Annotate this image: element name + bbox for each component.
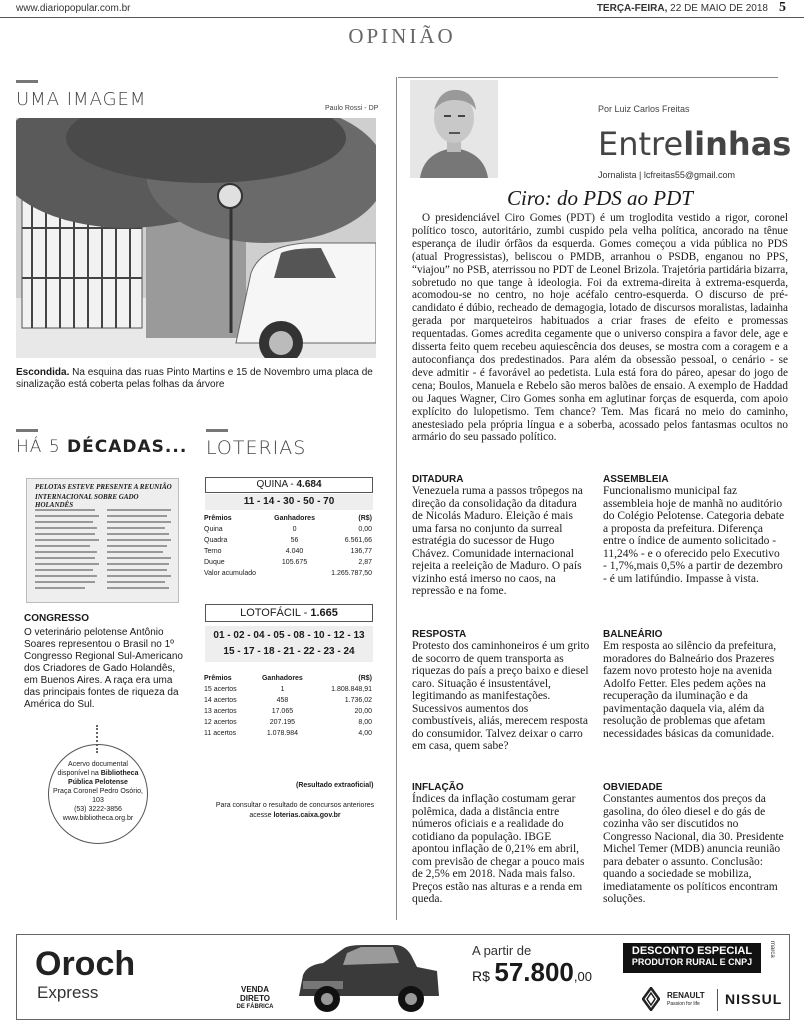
quina-table — [202, 513, 374, 579]
decadas-title — [16, 437, 187, 457]
newspaper-clipping — [26, 478, 179, 603]
note-title: BALNEÁRIO — [603, 629, 663, 640]
table-row: Quadra 56 6.561,66 — [204, 537, 372, 544]
clipping-text-line — [35, 581, 95, 583]
ad-discount-line2: PRODUTOR RURAL E CNPJ — [631, 957, 753, 967]
clipping-text-line — [107, 581, 165, 583]
columnist-contact: Jornalista | lcfreitas55@gmail.com — [598, 170, 736, 180]
issue-date — [597, 3, 768, 14]
lotofacil-label-box — [205, 604, 373, 622]
clipping-text-line — [107, 533, 169, 535]
clipping-text-line — [107, 575, 171, 577]
uma-imagem-title: UMA IMAGEM — [16, 89, 147, 110]
table-header: (R$) — [358, 675, 372, 682]
quina-label-box — [205, 477, 373, 493]
table-row: Duque 105.675 2,87 — [204, 559, 372, 566]
ad-discount-line1: DESCONTO ESPECIAL — [631, 945, 753, 957]
column-top-rule — [398, 77, 778, 78]
ad-divider — [717, 989, 718, 1011]
ad-truck-image — [293, 941, 443, 1019]
clipping-text-line — [35, 545, 90, 547]
ad-venda-direta: VENDA DIRETO DE FÁBRICA — [236, 985, 274, 1010]
consulta-note — [214, 801, 376, 821]
clipping-text-line — [35, 575, 97, 577]
note-text: Funcionalismo municipal faz assembleia hoje de manhã no auditório do Colégio Pelotense. Categoria debate a proposta da prefeitura. Diferença entre o índice de aumento solicitado - 11,24% - e o oferecido pelo Executivo - 1,7%,mais 0,5% a partir de dezembro - é um latifúndio. Impasse à vista. — [603, 485, 785, 585]
clipping-text-line — [107, 551, 163, 553]
columnist-portrait — [410, 80, 498, 178]
note-balneario — [603, 629, 785, 740]
clipping-text-line — [107, 545, 167, 547]
clipping-text-line — [107, 509, 171, 511]
street-photo-illustration — [16, 118, 376, 358]
table-row: Valor acumulado 1.265.787,50 — [204, 570, 372, 577]
table-row: 14 acertos 458 1.736,02 — [204, 697, 372, 704]
clipping-text-line — [35, 533, 95, 535]
clipping-text-line — [35, 527, 97, 529]
ad-discount-banner — [623, 943, 761, 973]
section-marker — [206, 429, 228, 432]
ad-model-sub: Express — [37, 983, 99, 1002]
note-inflacao — [412, 782, 590, 906]
byline: Por Luiz Carlos Freitas — [598, 104, 690, 114]
clipping-text-line — [35, 557, 95, 559]
table-row: 12 acertos 207.195 8,00 — [204, 719, 372, 726]
ad-price-value: 57.800 — [494, 957, 574, 987]
column-name — [598, 125, 791, 163]
note-obviedade — [603, 782, 785, 906]
clipping-text-line — [107, 569, 167, 571]
congresso-text: O veterinário pelotense Antônio Soares representou o Brasil no 1º Congresso Regional Sul-Americano dos Criadores de Gado Holandês, em Buenos Aires. A raça era uma das principais fontes de riqueza da América do Sul. — [24, 627, 183, 710]
table-row: Quina 0 0,00 — [204, 526, 372, 533]
section-marker — [16, 429, 38, 432]
caption-text: Na esquina das ruas Pinto Martins e 15 de Novembro uma placa de sinalização está coberta pelas folhas da árvore — [16, 367, 373, 390]
columnist-photo — [410, 80, 498, 178]
clipping-text-line — [35, 569, 93, 571]
section-marker — [16, 80, 38, 83]
column-name-light: Entre — [598, 125, 684, 163]
table-header: Prêmios — [204, 515, 232, 522]
decadas-title-bold: DÉCADAS... — [67, 437, 188, 457]
lotofacil-table — [202, 673, 374, 739]
table-header: Prêmios — [204, 675, 232, 682]
ad-dealer: NISSUL — [725, 991, 783, 1007]
table-row: 13 acertos 17.065 20,00 — [204, 708, 372, 715]
acervo-address: Praça Coronel Pedro Osório, 103 — [53, 788, 143, 804]
note-text: Índices da inflação costumam gerar polêmica, dada a distância entre números oficiais e a realidade do cotidiano da população. IBGE apontou inflação de 0,21% em abril, com previsão de chegar a pouco mais de 2,5% em 2018. Nada mais falso. Preços estão nas alturas e a renda em queda. — [412, 793, 585, 905]
quina-contest: 4.684 — [296, 479, 322, 490]
ad-currency: R$ — [472, 968, 490, 984]
table-header: Ganhadores — [261, 675, 303, 682]
clipping-headline-1: PELOTAS ESTEVE PRESENTE A REUNIÃO — [35, 483, 172, 491]
ad-brand: RENAULT — [667, 991, 705, 1000]
clipping-text-line — [35, 515, 99, 517]
clipping-text-line — [107, 557, 171, 559]
table-row: Terno 4.040 136,77 — [204, 548, 372, 555]
acervo-website[interactable]: www.bibliotheca.org.br — [62, 815, 134, 822]
ad-price — [472, 957, 592, 992]
decadas-title-light: HÁ 5 — [16, 437, 68, 457]
lotofacil-contest: 1.665 — [310, 607, 338, 619]
table-header: (R$) — [358, 515, 372, 522]
clipping-headline-2: INTERNACIONAL SOBRE GADO HOLANDÊS — [35, 493, 139, 509]
note-text: Constantes aumentos dos preços da gasolina, do óleo diesel e do gás de cozinha vão ser discutidos no Congresso Nacional, dia 30. Presidente Michel Temer (MDB) anuncia reunião para debater o assunto. Conclusão: quando a sociedade se mobiliza, imediatamente os políticos encontram soluções. — [603, 793, 784, 905]
note-title: RESPOSTA — [412, 629, 467, 640]
table-header-row — [202, 513, 374, 524]
ad-a-partir: A partir de — [472, 943, 532, 958]
clipping-text-line — [35, 509, 95, 511]
ad-price-cents: ,00 — [573, 969, 592, 984]
congresso-heading: CONGRESSO — [24, 613, 90, 624]
clipping-text-line — [107, 515, 167, 517]
note-title: DITADURA — [412, 474, 464, 485]
note-title: INFLAÇÃO — [412, 782, 464, 793]
table-header: Ganhadores — [274, 515, 315, 522]
note-resposta — [412, 629, 590, 753]
site-url[interactable]: www.diariopopular.com.br — [16, 3, 131, 14]
clipping-text-line — [107, 521, 171, 523]
acervo-line: disponível na Bibliotheca — [57, 770, 139, 777]
loterias-title: LOTERIAS — [206, 437, 307, 459]
resultado-note: (Resultado extraoficial) — [296, 782, 374, 789]
clipping-text-line — [35, 521, 93, 523]
section-title: OPINIÃO — [348, 24, 456, 48]
quina-numbers: 11 - 14 - 30 - 50 - 70 — [205, 494, 373, 510]
note-text: Venezuela ruma a passos trôpegos na direção da consolidação da ditadura de Nicolás Maduro. Eleição é mais uma farsa no conjunto da surreal estratégia do sucessor de Hugo Chávez. Comunidade internacional rejeita a reeleição de Maduro. O país vizinho está imerso no caos, na repressão e na fome. — [412, 485, 583, 597]
note-title: ASSEMBLEIA — [603, 474, 669, 485]
street-photo — [16, 118, 376, 358]
photo-caption — [16, 367, 376, 391]
article-headline: Ciro: do PDS ao PDT — [507, 186, 693, 210]
issue-date-text: 22 DE MAIO DE 2018 — [670, 3, 768, 14]
column-name-bold: linhas — [683, 125, 792, 163]
table-header-row — [202, 673, 374, 684]
note-text: Protesto dos caminhoneiros é um grito de socorro de quem transporta as riquezas do país a preço baixo e diesel caro. Situação é insustentável, legitimando as manifestações. Sucessivos aumentos dos combustíveis, aliás, merecem resposta do consumidor. Talvez deixar o carro em casa, quem sabe? — [412, 640, 590, 752]
note-text: Em resposta ao silêncio da prefeitura, moradores do Balneário dos Prazeres fazem novo protesto hoje na avenida Adolfo Fetter. Eles pedem ações na recuperação da iluminação e da pavimentação daquela via, além da resolução de problemas que afetam necessidades básicas da comunidade. — [603, 640, 777, 740]
photo-credit: Paulo Rossi - DP — [325, 105, 379, 112]
table-row: 11 acertos 1.078.984 4,00 — [204, 730, 372, 737]
clipping-text-line — [107, 563, 169, 565]
caption-lead: Escondida. — [16, 367, 70, 378]
acervo-line: Pública Pelotense — [68, 779, 128, 786]
clipping-text-line — [35, 539, 99, 541]
note-ditadura — [412, 474, 590, 598]
lotofacil-numbers — [205, 626, 373, 662]
acervo-phone: (53) 3222-3856 — [74, 806, 122, 813]
page-number: 5 — [779, 0, 786, 15]
acervo-library: Bibliotheca — [100, 770, 139, 777]
clipping-text-line — [35, 587, 85, 589]
issue-weekday: TERÇA-FEIRA, — [596, 3, 668, 14]
clipping-text-line — [107, 539, 171, 541]
lotofacil-numbers-line2: 15 - 17 - 18 - 21 - 22 - 23 - 24 — [223, 646, 355, 657]
ad-agency-mark: marca — [769, 941, 775, 958]
header-rule — [0, 17, 804, 18]
acervo-line: Acervo documental — [68, 761, 128, 768]
lotofacil-numbers-line1: 01 - 02 - 04 - 05 - 08 - 10 - 12 - 13 — [213, 630, 365, 641]
lotofacil-label: LOTOFÁCIL - — [240, 607, 311, 619]
clipping-text-line — [107, 587, 169, 589]
note-assembleia — [603, 474, 785, 585]
table-row: 15 acertos 1 1.808.848,91 — [204, 686, 372, 693]
acervo-badge — [48, 744, 148, 844]
ad-model: Oroch — [35, 945, 136, 983]
consulta-link[interactable]: loterias.caixa.gov.br — [273, 812, 341, 819]
note-title: OBVIEDADE — [603, 782, 663, 793]
column-divider — [396, 77, 397, 920]
clipping-text-line — [107, 527, 165, 529]
consulta-text: Para consultar o resultado de concursos anteriores acesse — [215, 802, 375, 819]
renault-logo-icon — [642, 987, 660, 1011]
clipping-text-line — [35, 551, 97, 553]
renault-ad[interactable] — [16, 934, 790, 1020]
article-body: O presidenciável Ciro Gomes (PDT) é um troglodita vestido a rigor, coronel político tosco, autoritário, zumbi cuspido pela velha política, ancorado na tênue esperança de iludir órfãos da esquerda. Gomes começou a vida pública no PDS (atual Progressistas), beliscou o PMDB, arranhou o PSDB, enganou no PPS, “viajou” no PSB, aterrissou no PDT de Leonel Brizola. Trajetória partidária bizarra, sobretudo no que tange à ideologia. Foi da extrema-direita à extrema-esquerda, acomodou-se no centro, no hoje acéfalo centro-esquerda. O discurso de pré-candidato é dúbio, recheado de demagogia, lotado de discursos moralistas, ladainha gerada por marqueteiros habituados a criar frases de efeito e promessas requentadas. Gomes acredita cegamente que o universo conspira a favor dele, age e disserta feito quem recebeu aquiescência dos deuses, se mostra com a coragem e a autoconfiança dos predestinados. Para além da obsessão pessoal, o cenário - se deve admitir - é favorável ao pedetista. Lula está fora do páreo, apesar do jogo de cena; Boulos, Manuela e Rebelo são meros balões de ensaio. A exemplo de Haddad ou Jaques Wagner, Ciro Gomes sonha em aglutinar forças de esquerda, com apoio explícito do lulopetismo. Tem chance? Tem. Mas ficará no meio do caminho, anestesiado pela própria língua e a soberba, acossado pelos fantasmas ocultos no armário do seu passado político. — [412, 212, 788, 444]
ad-brand-tagline: Passion for life — [667, 1001, 700, 1007]
clipping-text-line — [35, 563, 99, 565]
quina-label: QUINA - — [256, 479, 297, 490]
